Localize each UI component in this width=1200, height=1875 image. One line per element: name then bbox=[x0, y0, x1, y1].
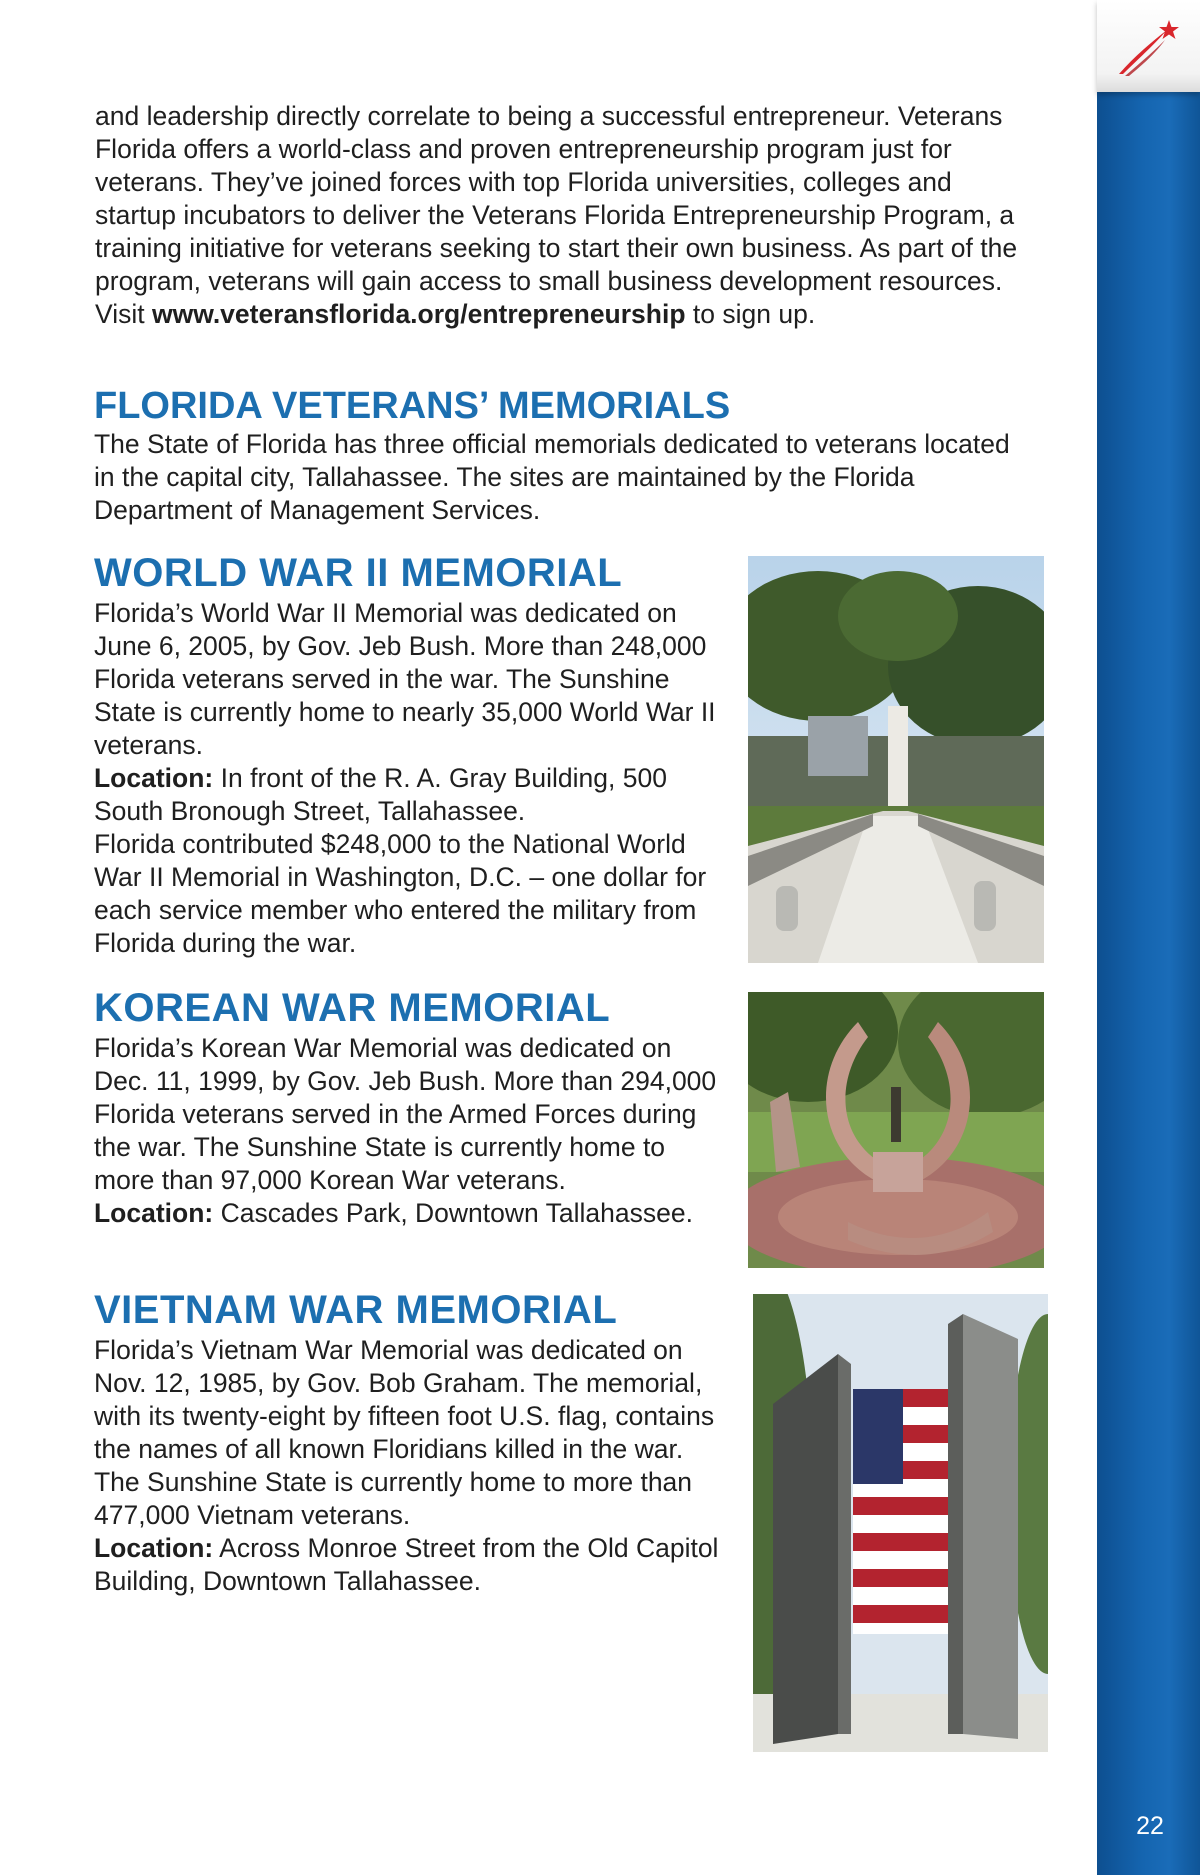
memorials-heading: FLORIDA VETERANS’ MEMORIALS bbox=[94, 385, 731, 427]
logo-tab bbox=[1097, 0, 1200, 92]
wwii-heading: WORLD WAR II MEMORIAL bbox=[94, 551, 623, 595]
intro-text-end: to sign up. bbox=[692, 299, 816, 329]
intro-text: and leadership directly correlate to being a successful entrepreneur. Veterans Florida offers a world-class and proven entrepreneurship program just for veterans. They’ve joined forces with top Florida universities, colleges and startup incubators to deliver the Veterans Florida Entrepreneurship Program, a training initiative for veterans seeking to start their own business. As part of the program, veterans will gain access to small business development resources. Visit bbox=[95, 101, 1018, 329]
vietnam-heading: VIETNAM WAR MEMORIAL bbox=[94, 1288, 618, 1332]
wwii-contribution: Florida contributed $248,000 to the National World War II Memorial in Washington, D.C. – one dollar for each service member who entered the military from Florida during the war. bbox=[94, 829, 707, 958]
korean-description bbox=[94, 1032, 726, 1230]
korean-location-label: Location: bbox=[94, 1198, 214, 1228]
wwii-location: In front of the R. A. Gray Building, 500 South Bronough Street, Tallahassee. bbox=[94, 763, 667, 826]
vietnam-memorial-photo bbox=[753, 1294, 1048, 1752]
vietnam-description bbox=[94, 1334, 726, 1598]
vietnam-body: Florida’s Vietnam War Memorial was dedicated on Nov. 12, 1985, by Gov. Bob Graham. The memorial, with its twenty-eight by fifteen foot U.S. flag, contains the names of all known Floridians killed in the war. The Sunshine State is currently home to more than 477,000 Vietnam veterans. bbox=[94, 1335, 715, 1530]
korean-location: Cascades Park, Downtown Tallahassee. bbox=[220, 1198, 693, 1228]
wwii-location-label: Location: bbox=[94, 763, 214, 793]
page-number: 22 bbox=[1136, 1812, 1164, 1840]
vietnam-location-label: Location: bbox=[94, 1533, 214, 1563]
shooting-star-logo-icon bbox=[1115, 14, 1183, 78]
entrepreneurship-link[interactable]: www.veteransflorida.org/entrepreneurship bbox=[151, 299, 686, 329]
vietnam-location: Across Monroe Street from the Old Capitol Building, Downtown Tallahassee. bbox=[94, 1533, 719, 1596]
wwii-description bbox=[94, 597, 726, 960]
memorials-intro: The State of Florida has three official memorials dedicated to veterans located in the capital city, Tallahassee. The sites are maintained by the Florida Department of Management Services. bbox=[94, 429, 1010, 525]
intro-paragraph bbox=[95, 100, 1025, 331]
korean-memorial-photo bbox=[748, 992, 1044, 1268]
wwii-memorial-photo bbox=[748, 556, 1044, 963]
blue-side-band bbox=[1097, 0, 1200, 1875]
korean-body: Florida’s Korean War Memorial was dedicated on Dec. 11, 1999, by Gov. Jeb Bush. More than 294,000 Florida veterans served in the Armed Forces during the war. The Sunshine State is currently home to more than 97,000 Korean War veterans. bbox=[94, 1033, 717, 1195]
korean-heading: KOREAN WAR MEMORIAL bbox=[94, 986, 611, 1030]
us-flag-icon bbox=[853, 1389, 948, 1634]
wwii-body: Florida’s World War II Memorial was dedicated on June 6, 2005, by Gov. Jeb Bush. More than 248,000 Florida veterans served in the war. The Sunshine State is currently home to nearly 35,000 World War II veterans. bbox=[94, 598, 716, 760]
